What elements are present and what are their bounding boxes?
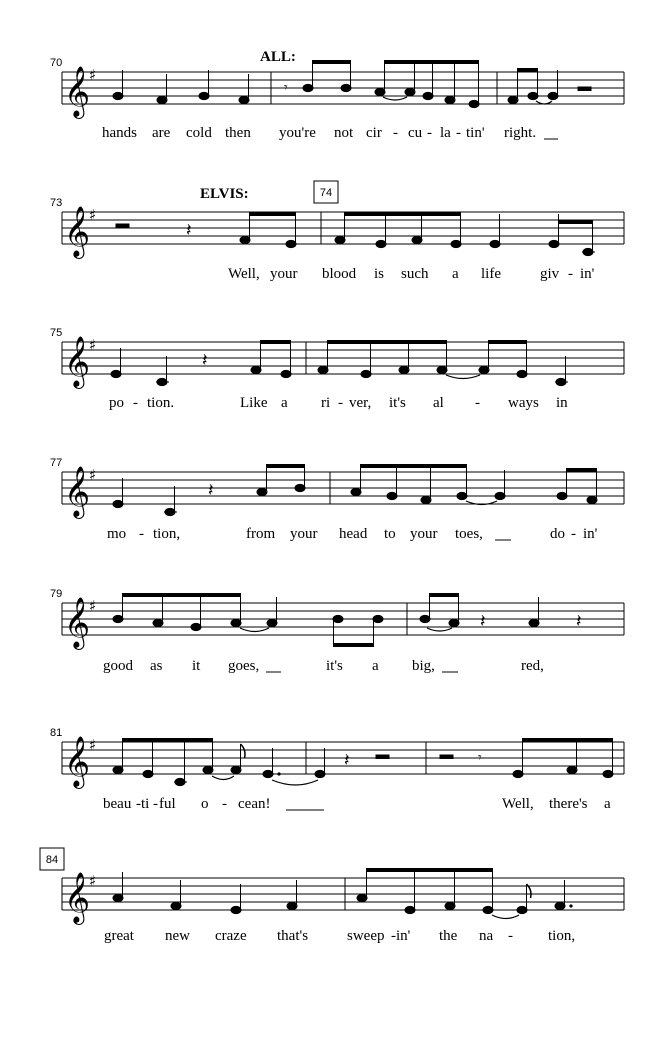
lyric-syllable: o	[201, 796, 209, 812]
measure-number: 70	[50, 57, 63, 69]
lyric-syllable: that's	[277, 928, 309, 944]
lyric-syllable: life	[481, 266, 501, 282]
lyric-hyphen: -	[568, 266, 573, 282]
system-6	[50, 727, 624, 812]
lyric-syllable: sweep	[347, 928, 385, 944]
measure-number: 73	[50, 197, 63, 209]
svg-text:𝄽: 𝄽	[480, 611, 486, 632]
lyric-syllable: cu	[408, 125, 423, 141]
role-label: ELVIS:	[200, 186, 249, 202]
lyric-hyphen: -	[475, 395, 480, 411]
lyric-syllable: la	[440, 125, 451, 141]
lyric-syllable: from	[246, 526, 276, 542]
lyric-hyphen: -	[391, 928, 396, 944]
treble-clef-icon: 𝄞	[64, 466, 91, 517]
lyric-syllable: ri	[321, 395, 331, 411]
lyric-hyphen: -	[393, 125, 398, 141]
lyric-hyphen: -	[427, 125, 432, 141]
lyric-syllable: tion.	[147, 395, 175, 411]
lyric-syllable: are	[152, 125, 171, 141]
rehearsal-mark-number: 84	[45, 854, 59, 866]
sharp-icon: ♯	[89, 736, 97, 754]
system-2	[50, 181, 624, 282]
lyric-syllable: your	[410, 526, 438, 542]
beams	[312, 60, 538, 72]
system-7	[40, 848, 624, 944]
sharp-icon: ♯	[89, 466, 97, 484]
ties	[446, 375, 480, 379]
lyric-syllable: in	[556, 395, 568, 411]
role-label: ALL:	[260, 49, 296, 65]
staff-lines	[62, 472, 624, 504]
lyric-syllable: ver,	[349, 395, 372, 411]
lyric-syllable: the	[439, 928, 458, 944]
ties	[492, 915, 519, 919]
lyric-syllable: do	[550, 526, 565, 542]
lyric-syllable: then	[225, 125, 251, 141]
lyric-syllable: tin'	[466, 125, 485, 141]
lyric-syllable: giv	[540, 266, 560, 282]
treble-clef-icon: 𝄞	[64, 206, 91, 257]
lyric-syllable: craze	[215, 928, 247, 944]
lyric-syllable: mo	[107, 526, 127, 542]
treble-clef-icon: 𝄞	[64, 336, 91, 387]
lyric-syllable: your	[270, 266, 298, 282]
lyric-syllable: to	[384, 526, 396, 542]
lyric-syllable: great	[104, 928, 134, 944]
lyric-syllable: cold	[186, 125, 212, 141]
lyrics-line	[228, 266, 595, 282]
treble-clef-icon: 𝄞	[64, 597, 91, 648]
lyric-syllable: toes,	[455, 526, 483, 542]
staff-lines	[62, 342, 624, 374]
system-4	[50, 457, 624, 542]
svg-text:𝄽: 𝄽	[202, 350, 208, 371]
lyric-syllable: big,	[412, 658, 435, 674]
lyric-hyphen: -	[571, 526, 576, 542]
lyric-syllable: such	[401, 266, 429, 282]
lyric-syllable: it's	[389, 395, 406, 411]
lyrics-line	[109, 395, 568, 411]
lyric-syllable: not	[334, 125, 354, 141]
lyric-hyphen: -	[338, 395, 343, 411]
lyric-syllable: in'	[580, 266, 595, 282]
treble-clef-icon: 𝄞	[64, 66, 91, 117]
sharp-icon: ♯	[89, 206, 97, 224]
lyric-hyphen: -	[133, 395, 138, 411]
svg-text:𝄽: 𝄽	[344, 750, 350, 771]
lyric-syllable: goes,	[228, 658, 260, 674]
lyrics-line	[103, 658, 544, 674]
lyric-syllable: right.	[504, 125, 537, 141]
system-1	[50, 49, 624, 141]
lyric-syllable: good	[103, 658, 133, 674]
notes	[111, 342, 568, 386]
staff-lines	[62, 878, 624, 910]
lyric-syllable: tion,	[153, 526, 181, 542]
sharp-icon: ♯	[89, 336, 97, 354]
lyrics-line	[107, 526, 598, 542]
staff-lines	[62, 742, 624, 774]
sharp-icon: ♯	[89, 597, 97, 615]
beams	[366, 868, 493, 872]
lyric-syllable: Well,	[228, 266, 260, 282]
notes	[113, 870, 573, 914]
svg-text:𝄽: 𝄽	[186, 220, 192, 241]
lyric-syllable: red,	[521, 658, 544, 674]
svg-text:𝄾: 𝄾	[284, 80, 288, 96]
lyric-syllable: there's	[549, 796, 588, 812]
lyric-syllable: in'	[396, 928, 411, 944]
lyric-syllable: hands	[102, 125, 137, 141]
lyric-hyphen: -	[153, 796, 158, 812]
ties	[383, 97, 552, 104]
measure-number: 81	[50, 727, 63, 739]
measure-number: 79	[50, 588, 63, 600]
lyric-syllable: in'	[583, 526, 598, 542]
lyric-syllable: a	[281, 395, 288, 411]
lyrics-line	[104, 928, 575, 944]
lyric-hyphen: -	[508, 928, 513, 944]
treble-clef-icon: 𝄞	[64, 736, 91, 787]
lyric-syllable: a	[372, 658, 379, 674]
lyric-hyphen: -	[222, 796, 227, 812]
svg-text:𝄾: 𝄾	[478, 750, 482, 766]
lyric-syllable: cir	[366, 125, 382, 141]
lyric-syllable: Like	[240, 395, 268, 411]
beams	[266, 464, 597, 472]
lyric-syllable: ways	[508, 395, 539, 411]
lyric-syllable: it's	[326, 658, 343, 674]
lyric-syllable: it	[192, 658, 201, 674]
lyric-syllable: head	[339, 526, 368, 542]
lyric-syllable: blood	[322, 266, 357, 282]
lyric-syllable: is	[374, 266, 385, 282]
measure-number: 75	[50, 327, 63, 339]
lyric-syllable: beau	[103, 796, 132, 812]
lyric-hyphen: -	[136, 796, 141, 812]
lyric-hyphen: -	[456, 125, 461, 141]
lyric-syllable: na	[479, 928, 494, 944]
sharp-icon: ♯	[89, 66, 97, 84]
ties	[240, 628, 452, 632]
lyric-syllable: tion,	[548, 928, 576, 944]
notes	[113, 466, 597, 516]
measure-number: 77	[50, 457, 63, 469]
system-5	[50, 588, 624, 674]
lyric-syllable: cean!	[238, 796, 271, 812]
rehearsal-mark-number: 74	[319, 187, 333, 199]
lyrics-line	[103, 796, 611, 812]
lyric-syllable: ti	[141, 796, 150, 812]
system-3	[50, 327, 624, 411]
lyric-syllable: your	[290, 526, 318, 542]
lyric-syllable: a	[604, 796, 611, 812]
beams	[122, 593, 459, 647]
lyric-syllable: you're	[279, 125, 316, 141]
treble-clef-icon: 𝄞	[64, 872, 91, 923]
lyric-hyphen: -	[139, 526, 144, 542]
lyric-syllable: a	[452, 266, 459, 282]
lyric-syllable: as	[150, 658, 163, 674]
sharp-icon: ♯	[89, 872, 97, 890]
lyric-syllable: new	[165, 928, 190, 944]
notes	[113, 740, 613, 786]
lyric-syllable: po	[109, 395, 124, 411]
svg-text:𝄽: 𝄽	[576, 611, 582, 632]
lyric-syllable: ful	[159, 796, 176, 812]
svg-text:𝄽: 𝄽	[208, 480, 214, 501]
lyrics-line	[102, 125, 558, 141]
lyric-syllable: Well,	[502, 796, 534, 812]
lyric-syllable: al	[433, 395, 444, 411]
beams	[122, 738, 613, 742]
